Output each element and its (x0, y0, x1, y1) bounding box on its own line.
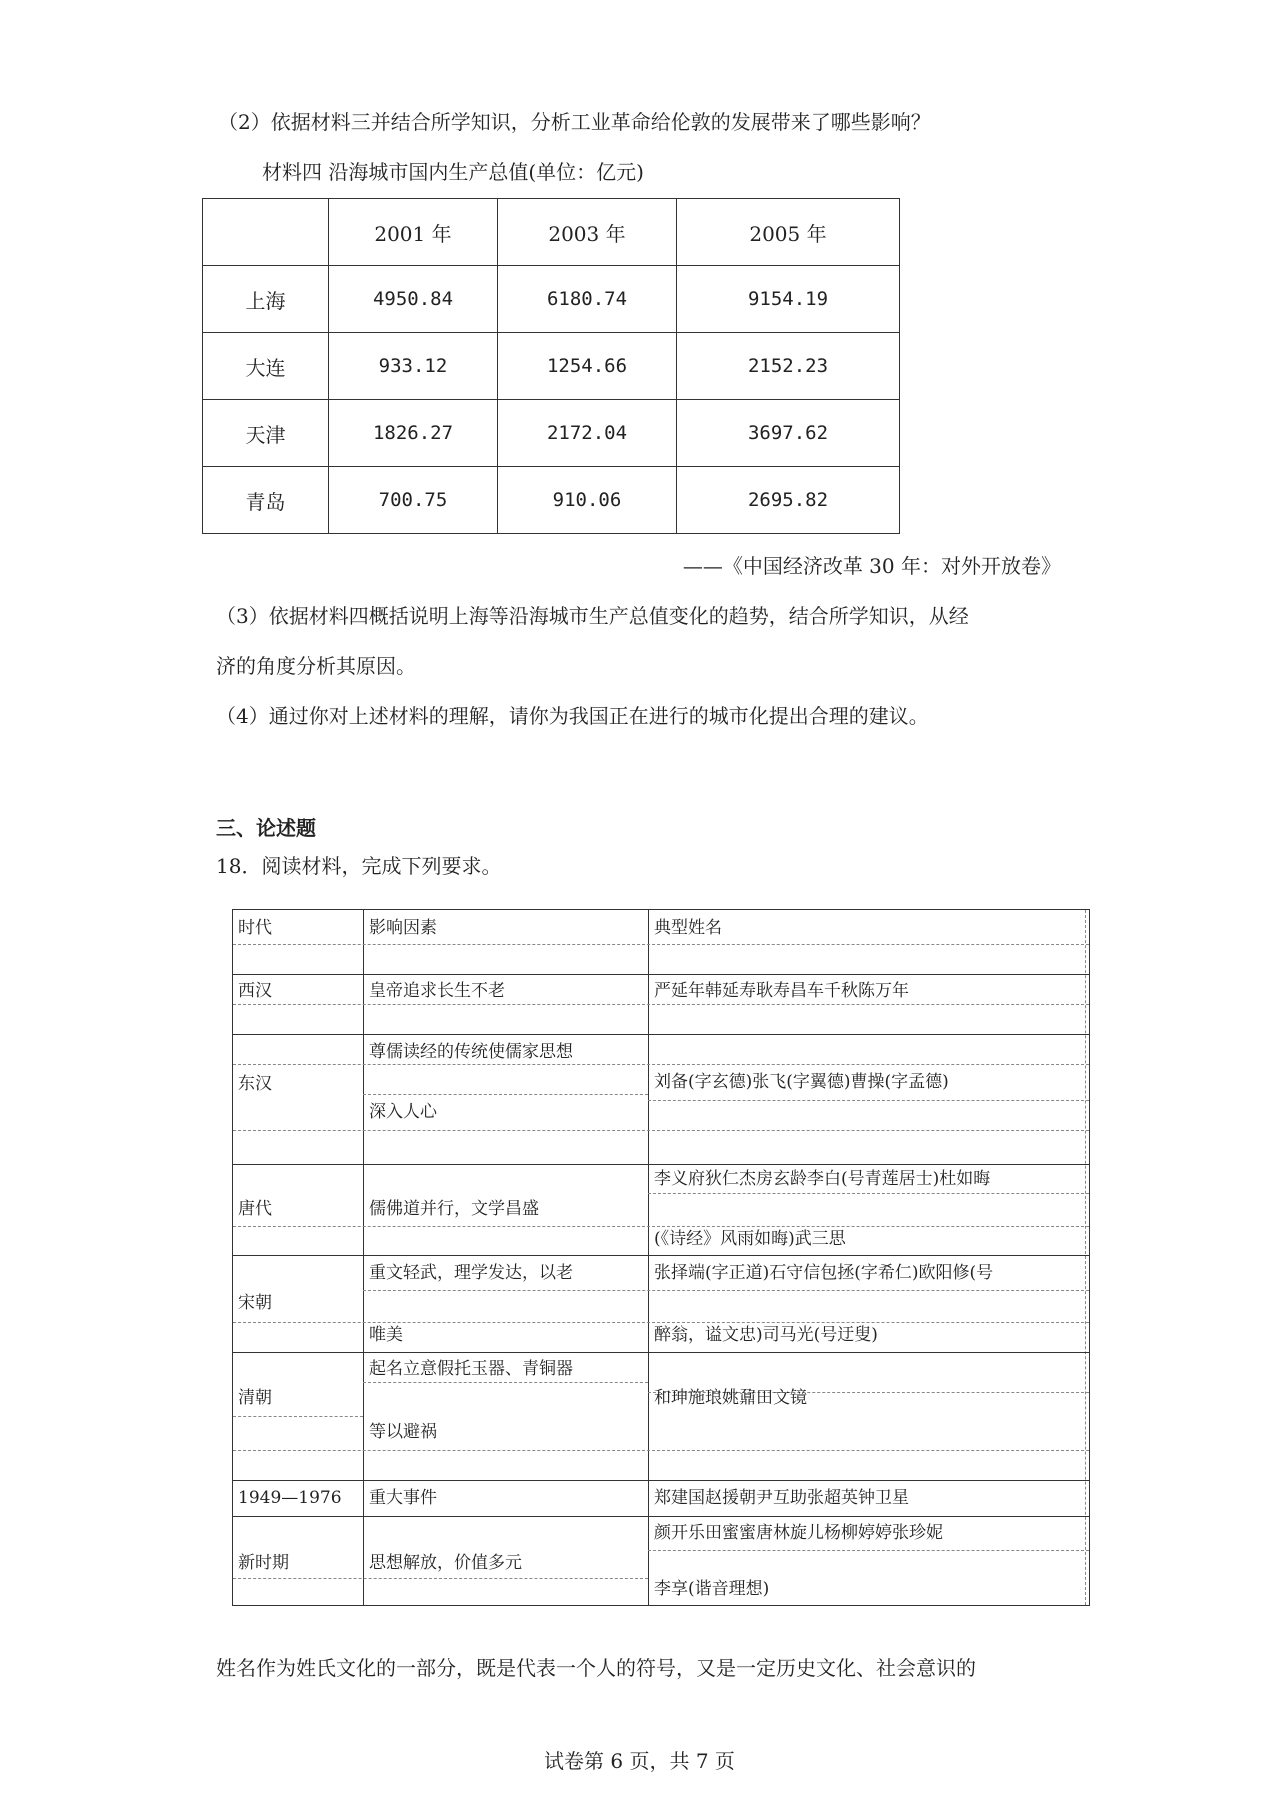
dashed-line (233, 1130, 1089, 1131)
value-cell: 1826.27 (329, 400, 498, 467)
era-songchao: 宋朝 (238, 1293, 272, 1313)
question-18: 18．阅读材料，完成下列要求。 (216, 854, 502, 878)
dashed-line (363, 1290, 1089, 1291)
value-cell: 4950.84 (329, 266, 498, 333)
value-cell: 9154.19 (677, 266, 900, 333)
era-donghan: 东汉 (238, 1074, 272, 1094)
factor-xinshiqi: 思想解放，价值多元 (369, 1553, 522, 1573)
value-cell: 933.12 (329, 333, 498, 400)
names-songchao-1: 张择端(字正道)石守信包拯(字希仁)欧阳修(号 (654, 1263, 994, 1283)
city-cell: 天津 (203, 400, 329, 467)
value-cell: 2695.82 (677, 467, 900, 534)
city-cell: 大连 (203, 333, 329, 400)
dashed-line (233, 1450, 1089, 1451)
column-divider (1085, 910, 1086, 1605)
question-3-line-2: 济的角度分析其原因。 (216, 654, 416, 678)
dashed-line (233, 944, 1089, 945)
factor-tangdai: 儒佛道并行，文学昌盛 (369, 1199, 539, 1219)
factor-1949-1976: 重大事件 (369, 1488, 437, 1508)
city-cell: 上海 (203, 266, 329, 333)
header-names: 典型姓名 (654, 918, 722, 938)
era-1949-1976: 1949—1976 (238, 1488, 342, 1508)
row-divider (233, 974, 1089, 975)
era-xinshiqi: 新时期 (238, 1553, 289, 1573)
row-divider (233, 1255, 1089, 1256)
dashed-line (233, 1226, 1089, 1227)
section-title: 三、论述题 (216, 816, 316, 840)
dashed-line (648, 1550, 1089, 1551)
dashed-line (233, 1322, 1089, 1323)
dashed-line (233, 1004, 1089, 1005)
names-1949-1976: 郑建国赵援朝尹互助张超英钟卫星 (654, 1488, 909, 1508)
row-divider (233, 1164, 1089, 1165)
dashed-line (233, 1578, 648, 1579)
factor-donghan-2: 深入人心 (369, 1102, 437, 1122)
dashed-line (648, 1193, 1089, 1194)
page-footer: 试卷第 6 页，共 7 页 (544, 1749, 735, 1773)
factor-xihan: 皇帝追求长生不老 (369, 981, 505, 1001)
dashed-line (233, 1416, 363, 1417)
value-cell: 6180.74 (498, 266, 677, 333)
value-cell: 700.75 (329, 467, 498, 534)
material-4-source: ——《中国经济改革 30 年：对外开放卷》 (682, 554, 1061, 578)
value-cell: 2152.23 (677, 333, 900, 400)
question-2: （2）依据材料三并结合所学知识，分析工业革命给伦敦的发展带来了哪些影响？ (218, 110, 931, 134)
row-divider (233, 1352, 1089, 1353)
names-qingchao: 和珅施琅姚鼐田文镜 (654, 1388, 807, 1408)
table-row (203, 400, 900, 467)
header-2001: 2001 年 (329, 199, 498, 266)
gdp-table (202, 198, 900, 534)
dashed-line (363, 1382, 648, 1383)
factor-donghan-1: 尊儒读经的传统使儒家思想 (369, 1042, 573, 1062)
dashed-line (648, 1100, 1089, 1101)
value-cell: 2172.04 (498, 400, 677, 467)
paragraph-start: 姓名作为姓氏文化的一部分，既是代表一个人的符号，又是一定历史文化、社会意识的 (216, 1656, 976, 1680)
factor-qingchao-2: 等以避祸 (369, 1422, 437, 1442)
row-divider (233, 1516, 1089, 1517)
table-corner-cell (203, 199, 329, 266)
row-divider (233, 1034, 1089, 1035)
table-row (203, 467, 900, 534)
header-era: 时代 (238, 918, 272, 938)
header-2005: 2005 年 (677, 199, 900, 266)
table-row (203, 333, 900, 400)
era-xihan: 西汉 (238, 981, 272, 1001)
names-tangdai-1: 李义府狄仁杰房玄龄李白(号青莲居士)杜如晦 (654, 1169, 991, 1189)
column-divider (363, 910, 364, 1605)
table-header-row (203, 199, 900, 266)
era-tangdai: 唐代 (238, 1199, 272, 1219)
material-4-title: 材料四 沿海城市国内生产总值(单位：亿元) (262, 160, 644, 184)
value-cell: 910.06 (498, 467, 677, 534)
names-donghan: 刘备(字玄德)张飞(字翼德)曹操(字孟德) (654, 1072, 949, 1092)
city-cell: 青岛 (203, 467, 329, 534)
era-qingchao: 清朝 (238, 1388, 272, 1408)
names-xinshiqi-1: 颜开乐田蜜蜜唐林旋儿杨柳婷婷张珍妮 (654, 1523, 943, 1543)
question-4: （4）通过你对上述材料的理解，请你为我国正在进行的城市化提出合理的建议。 (216, 704, 929, 728)
row-divider (233, 1480, 1089, 1481)
names-xihan: 严延年韩延寿耿寿昌车千秋陈万年 (654, 981, 909, 1001)
value-cell: 1254.66 (498, 333, 677, 400)
table-row (203, 266, 900, 333)
names-table (232, 909, 1090, 1606)
names-xinshiqi-2: 李享(谐音理想) (654, 1579, 770, 1599)
header-2003: 2003 年 (498, 199, 677, 266)
factor-songchao-2: 唯美 (369, 1325, 403, 1345)
dashed-line (233, 1064, 1089, 1065)
question-3-line-1: （3）依据材料四概括说明上海等沿海城市生产总值变化的趋势，结合所学知识，从经 (216, 604, 969, 628)
header-factor: 影响因素 (369, 918, 437, 938)
names-songchao-2: 醉翁，谥文忠)司马光(号迂叟) (654, 1325, 878, 1345)
names-tangdai-2: (《诗经》风雨如晦)武三思 (654, 1229, 846, 1249)
column-divider (648, 910, 649, 1605)
dashed-line (363, 1094, 648, 1095)
factor-qingchao-1: 起名立意假托玉器、青铜器 (369, 1359, 573, 1379)
value-cell: 3697.62 (677, 400, 900, 467)
factor-songchao-1: 重文轻武，理学发达，以老 (369, 1263, 573, 1283)
